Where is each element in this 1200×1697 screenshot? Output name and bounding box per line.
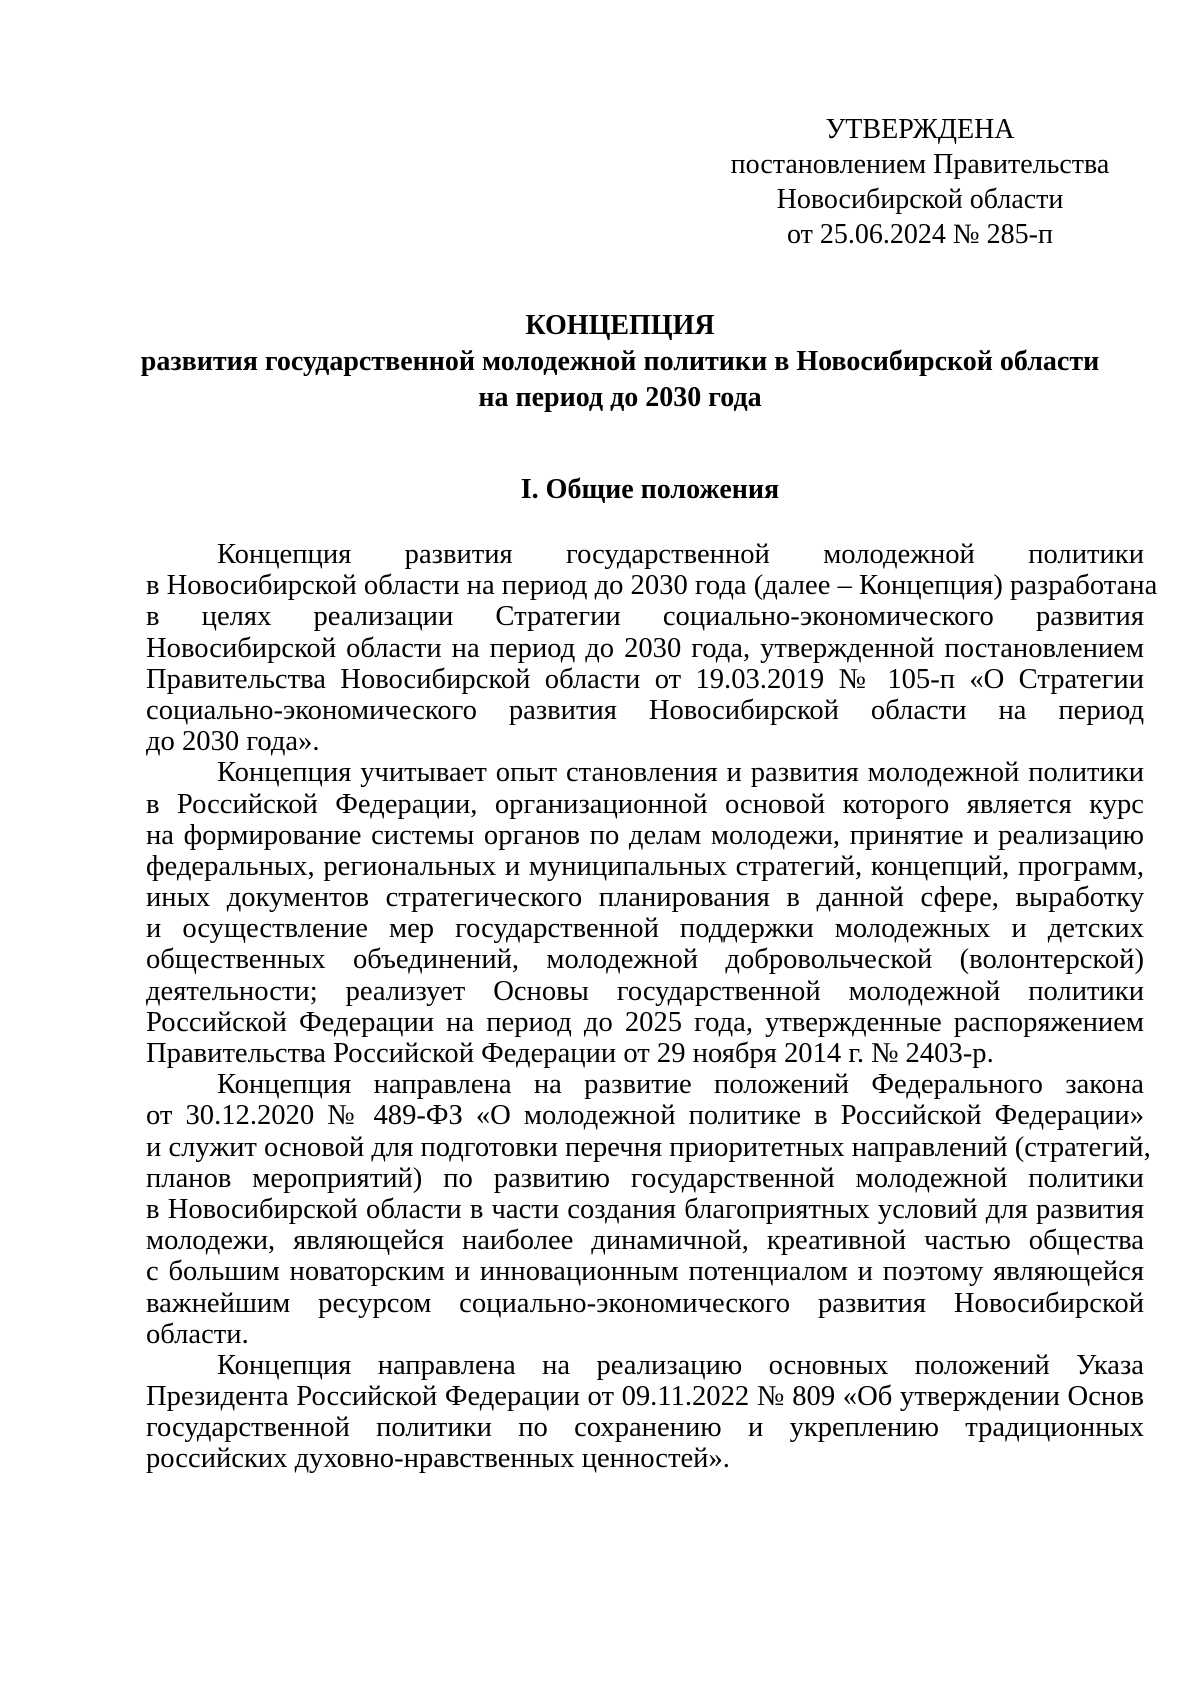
text-line: важнейшим ресурсом социально-экономического развития Новосибирской [146, 1287, 1144, 1319]
text-line: Президента Российской Федерации от 09.11.2022 № 809 «Об утверждении Основ [146, 1381, 1144, 1413]
text-line: российских духовно-нравственных ценностей». [146, 1443, 730, 1475]
text-line: в Российской Федерации, организационной основой которого является курс [146, 788, 1144, 820]
text-line: государственной политики по сохранению и укреплению традиционных [146, 1412, 1144, 1444]
text-line: в Новосибирской области на период до 2030 года (далее – Концепция) разработана [146, 570, 1158, 602]
text-line: планов мероприятий) по развитию государственной молодежной политики [146, 1162, 1144, 1194]
text-line: в Новосибирской области в части создания благоприятных условий для развития [146, 1193, 1144, 1225]
text-line: Российской Федерации на период до 2025 года, утвержденные распоряжением [146, 1006, 1144, 1038]
paragraph [146, 1350, 1144, 1475]
text-line: общественных объединений, молодежной добровольческой (волонтерской) [146, 944, 1144, 976]
text-line: Концепция направлена на развитие положений Федерального закона [217, 1069, 1144, 1101]
text-line: Правительства Российской Федерации от 29 ноября 2014 г. № 2403-р. [146, 1038, 994, 1069]
title-line-2: развития государственной молодежной политики в Новосибирской области [140, 346, 1100, 377]
approval-authority: постановлением Правительства [730, 149, 1110, 180]
text-line: и служит основой для подготовки перечня приоритетных направлений (стратегий, [146, 1131, 1151, 1163]
approval-stamp [700, 112, 1140, 252]
approval-region: Новосибирской области [776, 184, 1064, 215]
text-line: от 30.12.2020 № 489-ФЗ «О молодежной политике в Российской Федерации» [146, 1100, 1144, 1132]
text-line: и осуществление мер государственной поддержки молодежных и детских [146, 913, 1144, 945]
text-line: молодежи, являющейся наиболее динамичной, креативной частью общества [146, 1225, 1144, 1257]
paragraph [146, 1069, 1151, 1350]
document-title [120, 308, 1120, 416]
body-text [146, 539, 1158, 1475]
text-line: Правительства Новосибирской области от 19.03.2019 № 105-п «О Стратегии [146, 663, 1144, 695]
title-line-3: на период до 2030 года [478, 382, 762, 413]
paragraph [146, 757, 1144, 1069]
text-line: в целях реализации Стратегии социально-экономического развития [146, 601, 1144, 633]
text-line: Новосибирской области на период до 2030 года, утвержденной постановлением [146, 632, 1144, 664]
text-line: на формирование системы органов по делам молодежи, принятие и реализацию [146, 819, 1144, 851]
text-line: с большим новаторским и инновационным потенциалом и поэтому являющейся [146, 1256, 1144, 1288]
text-line: Концепция направлена на реализацию основных положений Указа [217, 1349, 1144, 1381]
approval-date-number: от 25.06.2024 № 285-п [787, 219, 1053, 250]
text-line: области. [146, 1318, 249, 1350]
approval-title: УТВЕРЖДЕНА [825, 114, 1015, 145]
paragraph [146, 539, 1158, 758]
text-line: социально-экономического развития Новосибирской области на период [146, 694, 1144, 726]
text-line: иных документов стратегического планирования в данной сфере, выработку [146, 882, 1144, 914]
text-line: федеральных, региональных и муниципальных стратегий, концепций, программ, [146, 850, 1144, 882]
title-line-1: КОНЦЕПЦИЯ [525, 310, 715, 341]
text-line: до 2030 года». [146, 726, 320, 758]
text-line: Концепция учитывает опыт становления и развития молодежной политики [217, 757, 1144, 789]
text-line: Концепция развития государственной молодежной политики [217, 539, 1144, 570]
text-line: деятельности; реализует Основы государственной молодежной политики [146, 975, 1144, 1007]
section-heading: I. Общие положения [520, 474, 780, 505]
